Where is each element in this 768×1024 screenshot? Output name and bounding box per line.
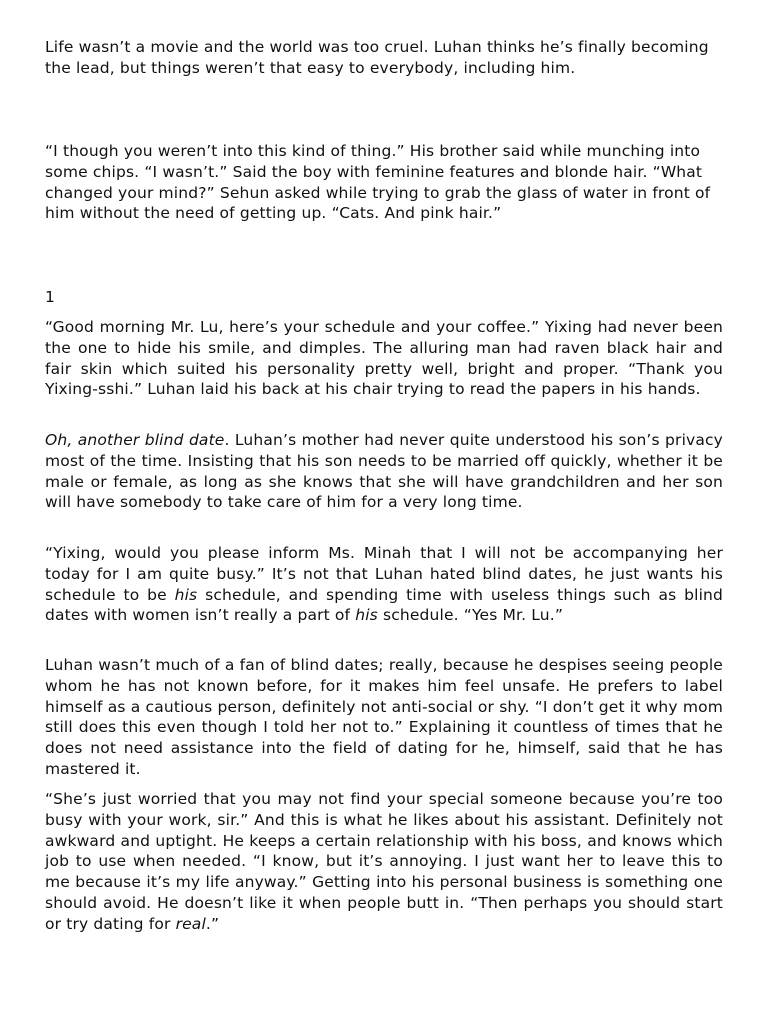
paragraph-5-text-b: .” — [205, 914, 220, 933]
paragraph-3-text-c: schedule. “Yes Mr. Lu.” — [377, 606, 564, 625]
paragraph-5-text-a: “She’s just worried that you may not find your special someone because you’re too busy with your work, sir.” And this is what he likes about his assistant. Definitely not awkward and uptight. He keeps a certain relationship with his boss, and knows which job to use when needed. “I know, but it’s annoying. I just want her to leave this to me because it’s my life anyway.” Getting into his personal business is something one should avoid. He doesn’t like it when people butt in. “Then perhaps you should start or try dating for — [45, 790, 723, 933]
paragraph-2-italic: Oh, another blind date — [45, 431, 225, 449]
paragraph-3-emphasis-1: his — [174, 585, 198, 604]
paragraph-1: “Good morning Mr. Lu, here’s your schedule and your coffee.” Yixing had never been the one to hide his smile, and dimples. The alluring man had raven black hair and fair skin which suited his personality pretty well, bright and proper. “Thank you Yixing-sshi.” Luhan laid his back at his chair trying to read the papers in his hands. — [45, 318, 723, 399]
paragraph-3-text-a: “Yixing, would you please inform Ms. Minah that I will not be accompanying her today for I am quite busy.” It’s not that Luhan hated blind dates, he just wants his schedule to be — [45, 544, 723, 604]
intro-paragraph: Life wasn’t a movie and the world was too cruel. Luhan thinks he’s finally becoming the lead, but things weren’t that easy to everybody, including him. — [45, 38, 709, 77]
paragraph-3 — [45, 543, 723, 626]
paragraph-4: Luhan wasn’t much of a fan of blind dates; really, because he despises seeing people whom he has not known before, for it makes him feel unsafe. He prefers to label himself as a cautious person, definitely not anti-social or shy. “I don’t get it why mom still does this even though I told her not to.” Explaining it countless of times that he does not need assistance into the field of dating for he, himself, said that he has mastered it. — [45, 656, 723, 778]
paragraph-2 — [45, 430, 723, 513]
paragraph-3-text-b: schedule, and spending time with useless things such as blind dates with women isn’t really a part of — [45, 585, 723, 625]
paragraph-5 — [45, 789, 723, 935]
paragraph-5-emphasis: real — [175, 914, 206, 933]
chapter-number: 1 — [45, 288, 56, 306]
prologue-paragraph: “I though you weren’t into this kind of thing.” His brother said while munching into some chips. “I wasn’t.” Said the boy with feminine features and blonde hair. “What changed your mind?” Sehun asked while trying to grab the glass of water in front of him without the need of getting up. “Cats. And pink hair.” — [45, 142, 711, 223]
paragraph-2-text: . Luhan’s mother had never quite understood his son’s privacy most of the time. Insisting that his son needs to be married off quickly, whether it be male or female, as long as she knows that she will have grandchildren and her son will have somebody to take care of him for a very long time. — [45, 431, 723, 512]
paragraph-3-emphasis-2: his — [355, 606, 378, 625]
document-page — [45, 0, 723, 1024]
